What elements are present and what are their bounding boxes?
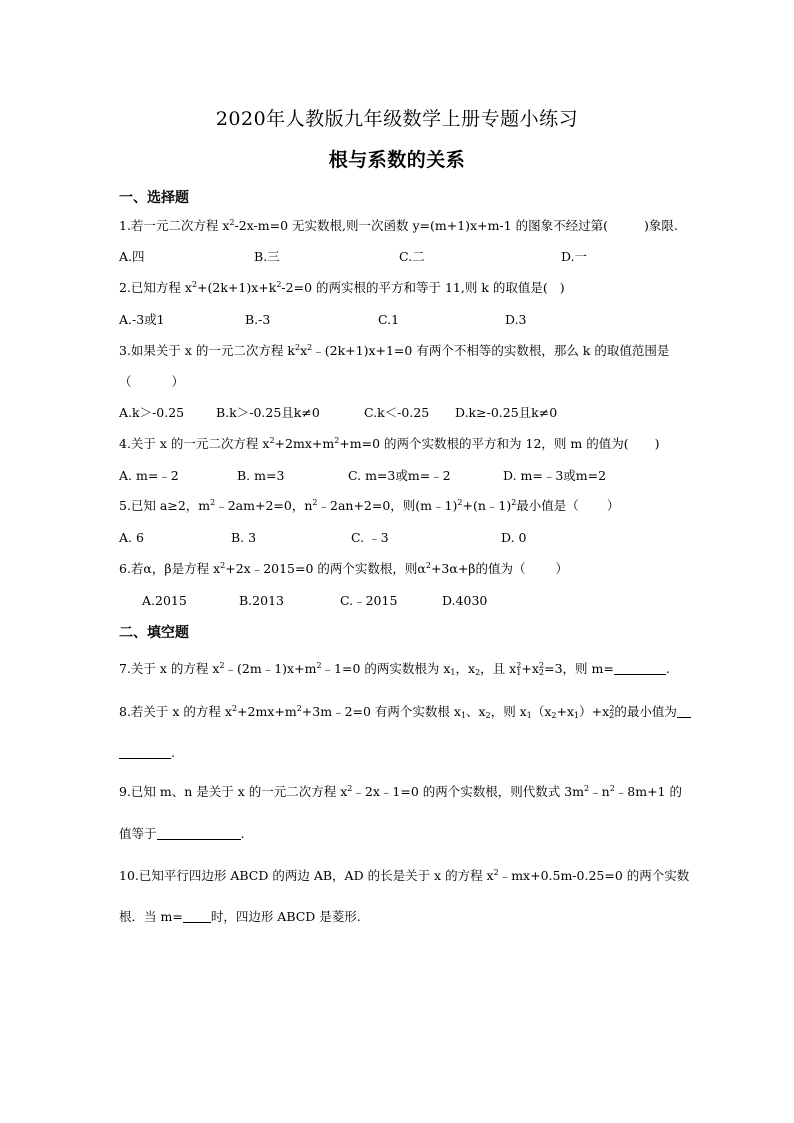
option-c: C.二 xyxy=(399,249,425,264)
question-3: 3.如果关于 x 的一元二次方程 $k^2x^2﹣(2k+1)x+1=0$ 有两个不相等的实数根，那么 k 的取值范围是 xyxy=(119,343,670,358)
section-heading-fill: 二、填空题 xyxy=(119,625,189,641)
question-4: 4.关于 x 的一元二次方程 $x^2+2mx+m^2+m=0$ 的两个实数根的平方和为 12，则 m 的值为( ) xyxy=(119,436,660,451)
option-d: D.一 xyxy=(561,249,588,264)
document-subtitle: 根与系数的关系 xyxy=(328,149,466,171)
question-8-continued: . xyxy=(119,745,175,761)
question-3-bracket: （ ） xyxy=(119,374,185,389)
question-2: 2.已知方程 $x^2+(2k+1)x+k^2-2=0$ 的两实根的平方和等于 11,则 k 的取值是( ) xyxy=(119,280,565,295)
option-c: C.k＜-0.25 xyxy=(364,405,430,420)
question-9: 9.已知 m、n 是关于 x 的一元二次方程 $x^2﹣2x﹣1=0$ 的两个实数根，则代数式 $3m^2﹣n^2﹣8m+1$ 的 xyxy=(119,784,682,799)
option-b: B.2013 xyxy=(239,593,284,608)
option-a: A. 6 xyxy=(119,530,144,545)
option-c: C. ﹣3 xyxy=(351,530,389,545)
option-b: B.k＞-0.25且k≠0 xyxy=(216,405,320,420)
question-6: 6.若α，β是方程 $x^2+2x﹣2015=0$ 的两个实数根，则$\alpha^2+3\alpha+\beta$的值为（ ） xyxy=(119,561,569,576)
option-b: B. 3 xyxy=(231,530,257,545)
option-a: A. m=﹣2 xyxy=(119,468,179,483)
question-1: 1.若一元二次方程 $x^2-2x-m=0$ 无实数根,则一次函数 y=(m+1)x+m-1 的图象不经过第( )象限. xyxy=(119,218,678,233)
option-d: D. 0 xyxy=(501,530,527,545)
option-c: C. m=3或m=﹣2 xyxy=(348,468,451,483)
option-a: A.2015 xyxy=(142,593,187,608)
option-c: C.﹣2015 xyxy=(340,593,398,608)
option-a: A.k＞-0.25 xyxy=(119,405,185,420)
option-d: D.4030 xyxy=(442,593,488,608)
question-7: 7.关于 x 的方程 $x^2﹣(2m﹣1)x+m^2﹣1=0$ 的两实数根为 $x_1$，$x_2$，且 $x_1^2+x_2^2=3$，则 m= . xyxy=(119,661,670,677)
option-d: D.3 xyxy=(505,312,527,327)
option-d: D. m=﹣3或m=2 xyxy=(503,468,607,483)
answer-blank[interactable] xyxy=(157,827,241,840)
question-5: 5.已知 a≥2，$m^2﹣2am+2=0$，$n^2﹣2an+2=0$，则(m﹣1)$^2$+(n﹣1)$^2$最小值是（ ） xyxy=(119,498,620,513)
option-d: D.k≥-0.25且k≠0 xyxy=(455,405,558,420)
option-b: B.-3 xyxy=(245,312,271,327)
answer-blank[interactable] xyxy=(614,662,666,675)
option-b: B.三 xyxy=(254,249,280,264)
section-heading-choice: 一、选择题 xyxy=(119,190,189,206)
question-10: 10.已知平行四边形 ABCD 的两边 AB，AD 的长是关于 x 的方程 $x^2﹣mx+0.5m-0.25=0$ 的两个实数 xyxy=(119,868,690,883)
option-b: B. m=3 xyxy=(237,468,285,483)
document-title: 2020年人教版九年级数学上册专题小练习 xyxy=(215,108,579,130)
answer-blank[interactable] xyxy=(183,910,211,923)
option-c: C.1 xyxy=(378,312,400,327)
question-9-continued: 值等于 . xyxy=(119,826,245,841)
question-8: 8.若关于 x 的方程 $x^2+2mx+m^2+3m﹣2=0$ 有两个实数根 $x_1$、$x_2$，则 $x_1(x_2+x_1)+x_2^2$的最小值为 xyxy=(119,704,691,720)
answer-blank[interactable] xyxy=(119,746,171,759)
answer-blank-start[interactable] xyxy=(677,705,691,718)
option-a: A.四 xyxy=(119,249,145,264)
question-10-continued: 根．当 m= 时，四边形 ABCD 是菱形. xyxy=(119,909,361,924)
option-a: A.-3或1 xyxy=(119,312,165,327)
